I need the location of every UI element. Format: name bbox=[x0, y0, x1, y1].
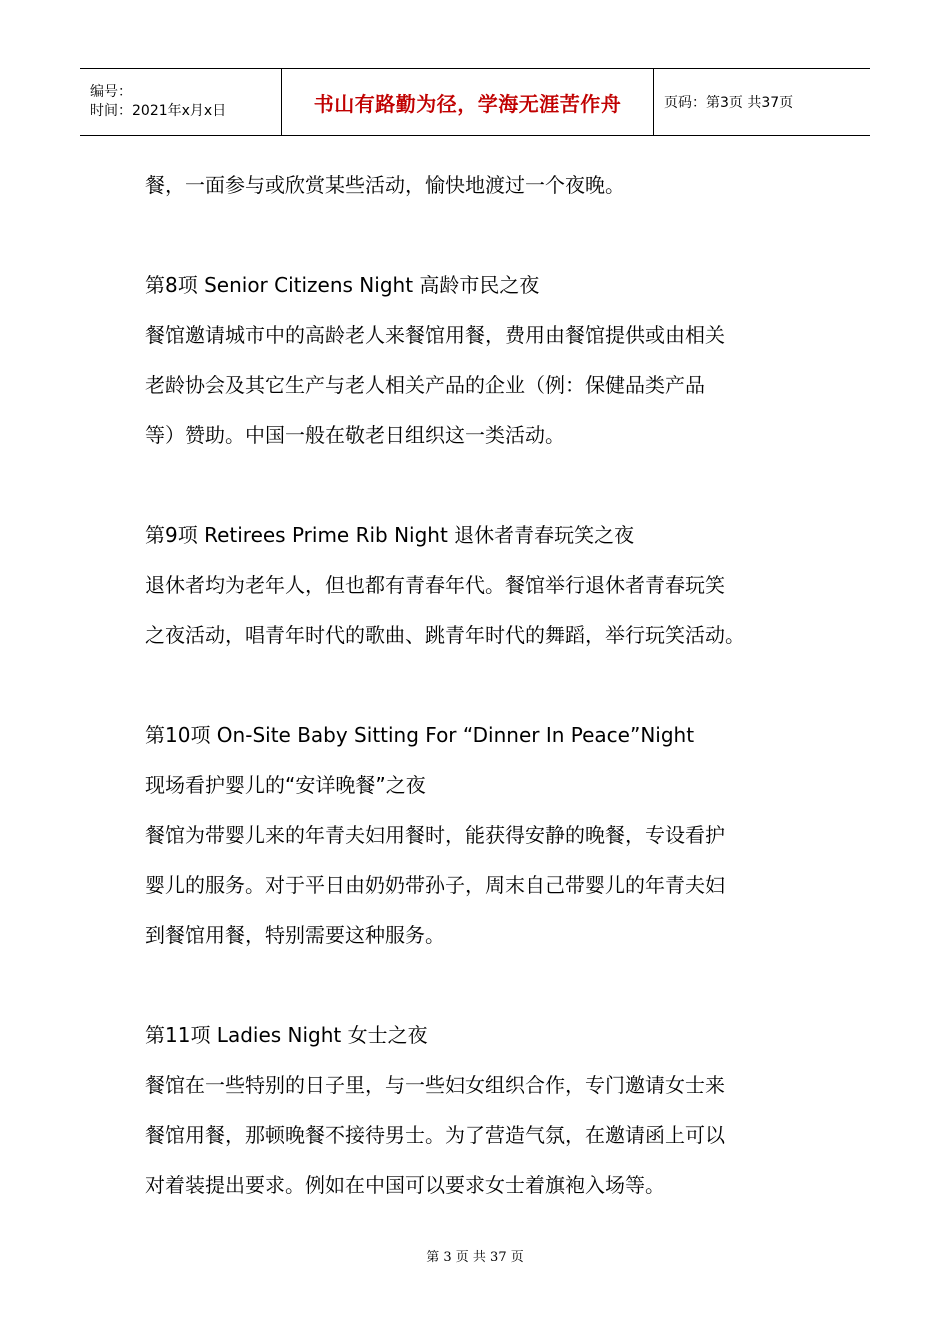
header-meta bbox=[80, 69, 282, 135]
header-page-cell bbox=[654, 69, 870, 135]
footer-page-number: 第 3 页 共 37 页 bbox=[426, 1250, 524, 1265]
item-heading: 第10项 On-Site Baby Sitting For “Dinner In Peace”Night bbox=[145, 723, 695, 747]
paragraph-line: 餐馆为带婴儿来的年青夫妇用餐时，能获得安静的晚餐，专设看护 bbox=[145, 823, 725, 847]
item-section-10 bbox=[145, 710, 825, 960]
header-motto: 书山有路勤为径，学海无涯苦作舟 bbox=[313, 91, 622, 116]
document-date-label: 时间：2021年x月x日 bbox=[90, 103, 227, 119]
item-heading: 第8项 Senior Citizens Night 高龄市民之夜 bbox=[145, 273, 540, 297]
paragraph-line: 对着装提出要求。例如在中国可以要求女士着旗袍入场等。 bbox=[145, 1173, 665, 1197]
paragraph-line: 到餐馆用餐，特别需要这种服务。 bbox=[145, 923, 445, 947]
paragraph-line: 餐馆在一些特别的日子里，与一些妇女组织合作，专门邀请女士来 bbox=[145, 1073, 725, 1097]
header-page-info: 页码：第3页 共37页 bbox=[664, 95, 794, 111]
document-number-label: 编号： bbox=[90, 84, 132, 100]
paragraph-line: 等）赞助。中国一般在敬老日组织这一类活动。 bbox=[145, 423, 565, 447]
item-heading: 第9项 Retirees Prime Rib Night 退休者青春玩笑之夜 bbox=[145, 523, 635, 547]
document-body bbox=[145, 160, 825, 1210]
item-heading: 第11项 Ladies Night 女士之夜 bbox=[145, 1023, 428, 1047]
item-subheading: 现场看护婴儿的“安详晚餐”之夜 bbox=[145, 773, 426, 797]
paragraph-line: 餐馆邀请城市中的高龄老人来餐馆用餐，费用由餐馆提供或由相关 bbox=[145, 323, 725, 347]
page-footer bbox=[0, 1246, 950, 1265]
item-section-8 bbox=[145, 260, 825, 460]
paragraph-line: 餐馆用餐，那顿晚餐不接待男士。为了营造气氛，在邀请函上可以 bbox=[145, 1123, 725, 1147]
item-section-9 bbox=[145, 510, 825, 660]
paragraph-line: 退休者均为老年人，但也都有青春年代。餐馆举行退休者青春玩笑 bbox=[145, 573, 725, 597]
paragraph-line: 之夜活动，唱青年时代的歌曲、跳青年时代的舞蹈，举行玩笑活动。 bbox=[145, 623, 745, 647]
header-motto-cell bbox=[282, 69, 654, 135]
paragraph-line: 老龄协会及其它生产与老人相关产品的企业（例：保健品类产品 bbox=[145, 373, 705, 397]
intro-paragraph: 餐，一面参与或欣赏某些活动，愉快地渡过一个夜晚。 bbox=[145, 173, 625, 197]
page-header bbox=[80, 68, 870, 136]
paragraph-line: 婴儿的服务。对于平日由奶奶带孙子，周末自己带婴儿的年青夫妇 bbox=[145, 873, 725, 897]
item-section-11 bbox=[145, 1010, 825, 1210]
